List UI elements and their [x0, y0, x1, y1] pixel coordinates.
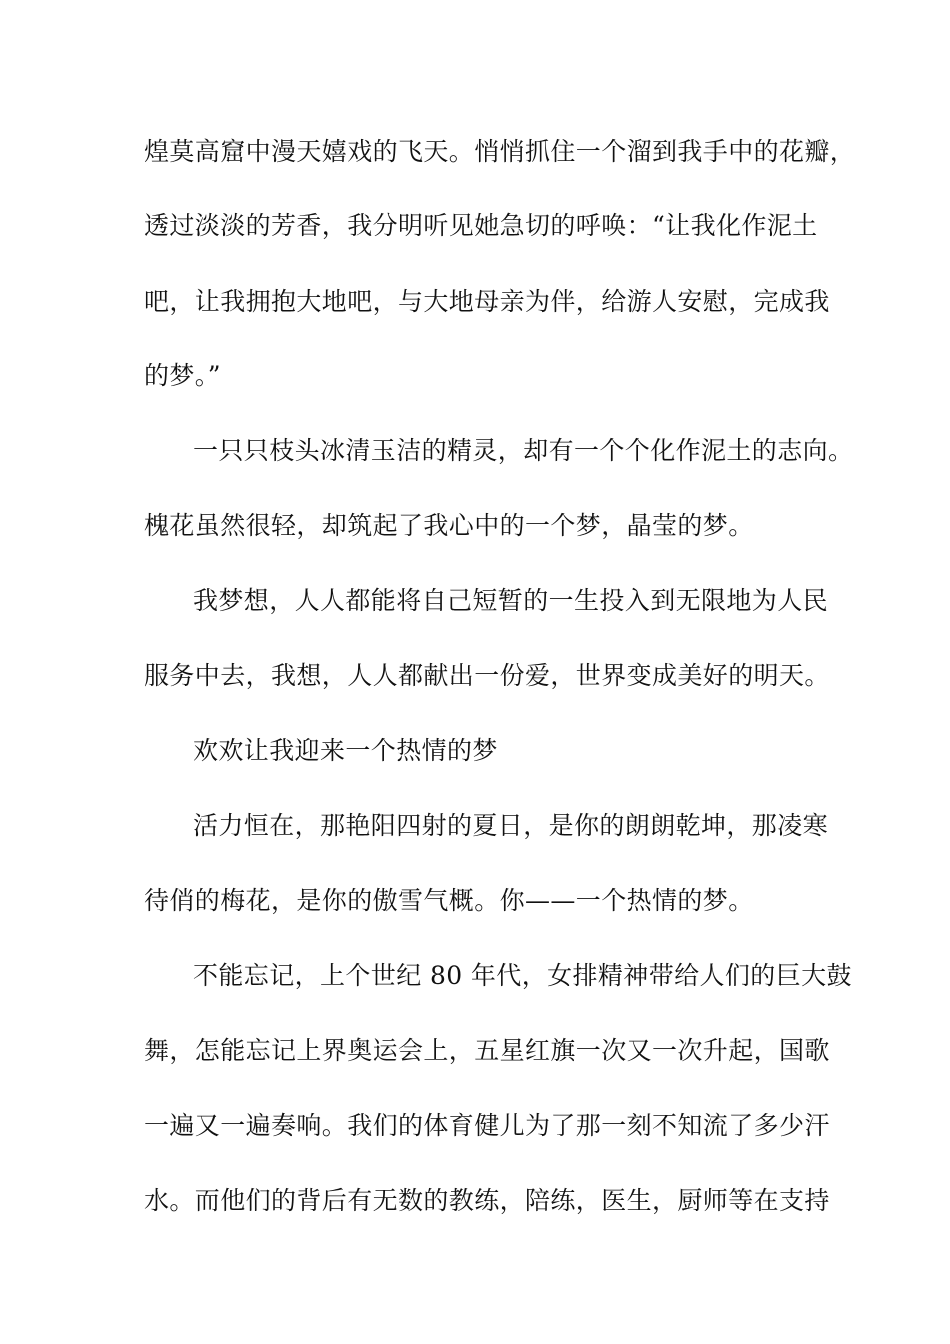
text-line: 我梦想，人人都能将自己短暂的一生投入到无限地为人民	[193, 586, 829, 615]
text-line: 一遍又一遍奏响。我们的体育健儿为了那一刻不知流了多少汗	[144, 1111, 830, 1140]
text-line: 待俏的梅花，是你的傲雪气概。你——一个热情的梦。	[144, 886, 754, 915]
text-line: 一只只枝头冰清玉洁的精灵，却有一个个化作泥土的志向。	[193, 436, 854, 465]
text-line: 水。而他们的背后有无数的教练，陪练，医生，厨师等在支持	[144, 1186, 830, 1215]
text-line: 透过淡淡的芳香，我分明听见她急切的呼唤：“让我化作泥土	[144, 211, 818, 240]
text-line: 活力恒在，那艳阳四射的夏日，是你的朗朗乾坤，那凌寒	[193, 811, 829, 840]
text-line: 的梦。”	[144, 361, 221, 390]
text-line: 煌莫高窟中漫天嬉戏的飞天。悄悄抓住一个溜到我手中的花瓣，	[144, 137, 856, 166]
text-line: 舞，怎能忘记上界奥运会上，五星红旗一次又一次升起，国歌	[144, 1036, 830, 1065]
text-line: 服务中去，我想，人人都献出一份爱，世界变成美好的明天。	[144, 661, 830, 690]
text-line: 吧，让我拥抱大地吧，与大地母亲为伴，给游人安慰，完成我	[144, 287, 830, 316]
text-line: 槐花虽然很轻，却筑起了我心中的一个梦，晶莹的梦。	[144, 511, 754, 540]
text-line: 不能忘记，上个世纪 80 年代，女排精神带给人们的巨大鼓	[193, 961, 852, 990]
section-heading: 欢欢让我迎来一个热情的梦	[193, 736, 498, 765]
